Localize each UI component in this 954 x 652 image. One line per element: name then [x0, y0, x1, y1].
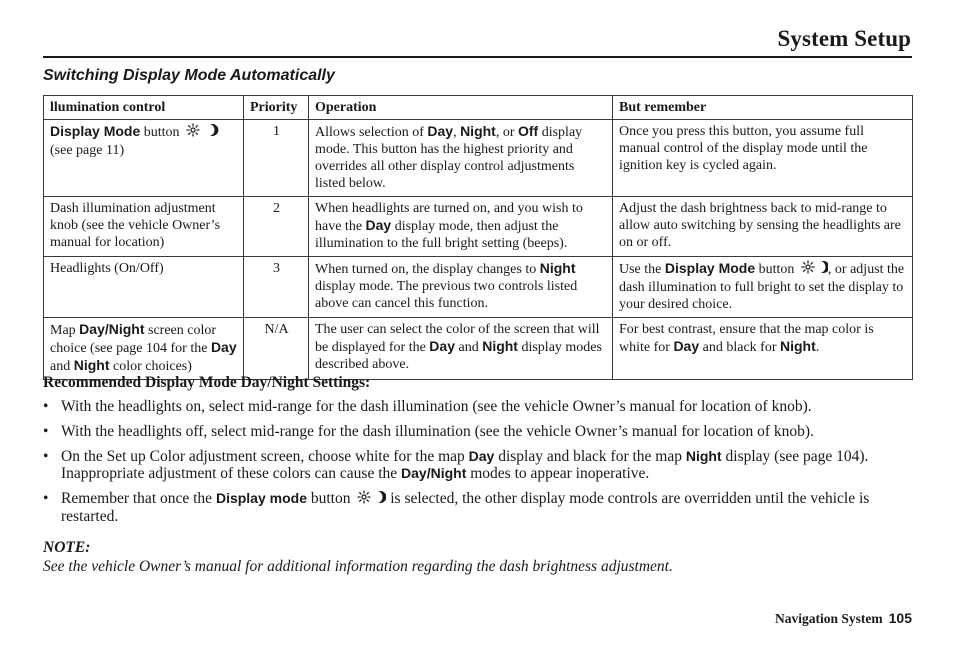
column-header-control: llumination control — [44, 96, 244, 120]
remember-cell: For best contrast, ensure that the map color is white for Day and black for Night. — [613, 318, 913, 380]
bullet-icon: • — [43, 398, 49, 415]
column-header-remember: But remember — [613, 96, 913, 120]
remember-cell: Adjust the dash brightness back to mid-range to allow auto switching by sensing the headlights are on or off. — [613, 197, 913, 257]
table-row — [44, 257, 913, 318]
section-heading: Switching Display Mode Automatically — [43, 67, 335, 84]
list-item: • With the headlights off, select mid-range for the dash illumination (see the vehicle Owner’s manual for location of knob). — [43, 423, 814, 440]
recommended-heading: Recommended Display Mode Day/Night Settings: — [43, 374, 371, 391]
priority-cell: N/A — [244, 318, 309, 380]
display-mode-table — [43, 95, 913, 380]
column-header-operation: Operation — [309, 96, 613, 120]
bullet-icon: • — [43, 448, 49, 465]
page-number: 105 — [888, 610, 912, 626]
list-item: • With the headlights on, select mid-range for the dash illumination (see the vehicle Owner’s manual for location of knob). — [43, 398, 812, 415]
operation-cell: The user can select the color of the screen that will be displayed for the Day and Night display modes described above. — [309, 318, 613, 380]
note-label: NOTE: — [43, 539, 91, 556]
table-row — [44, 120, 913, 197]
sun-moon-icon — [356, 490, 386, 508]
operation-cell: Allows selection of Day, Night, or Off display mode. This button has the highest priority and overrides all other display control adjustments listed below. — [309, 120, 613, 197]
list-item: • Remember that once the Display mode button is selected, the other display mode controls are overridden until the vehicle is restarted. — [43, 490, 870, 526]
sun-moon-icon — [185, 123, 219, 142]
control-cell: Display Mode button (see page 11) — [44, 120, 244, 197]
control-cell: Headlights (On/Off) — [44, 257, 244, 318]
page-title: System Setup — [777, 26, 911, 51]
header-divider — [43, 56, 912, 58]
control-cell: Dash illumination adjustment knob (see the vehicle Owner’s manual for location) — [44, 197, 244, 257]
priority-cell: 3 — [244, 257, 309, 318]
bullet-icon: • — [43, 423, 49, 440]
list-item: • On the Set up Color adjustment screen, choose white for the map Day display and black for the map Night display (see page 104). Inappropriate adjustment of these colors can cause the Day/Night modes to appear inoperative. — [43, 448, 869, 482]
operation-cell: When headlights are turned on, and you wish to have the Day display mode, then adjust the illumination to the full bright setting (beeps). — [309, 197, 613, 257]
page-footer — [775, 610, 912, 628]
priority-cell: 2 — [244, 197, 309, 257]
display-mode-button-label: Display Mode — [50, 123, 141, 139]
control-cell: Map Day/Night screen color choice (see page 104 for the Day and Night color choices) — [44, 318, 244, 380]
remember-cell: Once you press this button, you assume full manual control of the display mode until the ignition key is cycled again. — [613, 120, 913, 197]
recommendation-list — [43, 398, 912, 533]
display-mode-button-label: Display mode — [215, 490, 307, 506]
footer-label: Navigation System — [775, 611, 883, 626]
note-text: See the vehicle Owner’s manual for additional information regarding the dash brightness adjustment. — [43, 558, 673, 575]
operation-cell: When turned on, the display changes to Night display mode. The previous two controls listed above can cancel this function. — [309, 257, 613, 318]
table-row — [44, 318, 913, 380]
priority-cell: 1 — [244, 120, 309, 197]
sun-moon-icon — [800, 260, 828, 279]
display-mode-button-label: Display Mode — [664, 260, 756, 276]
column-header-priority: Priority — [244, 96, 309, 120]
table-header-row — [44, 96, 913, 120]
table-row — [44, 197, 913, 257]
bullet-icon: • — [43, 490, 49, 507]
remember-cell: Use the Display Mode button , or adjust the dash illumination to full bright to set the display to your desired choice. — [613, 257, 913, 318]
